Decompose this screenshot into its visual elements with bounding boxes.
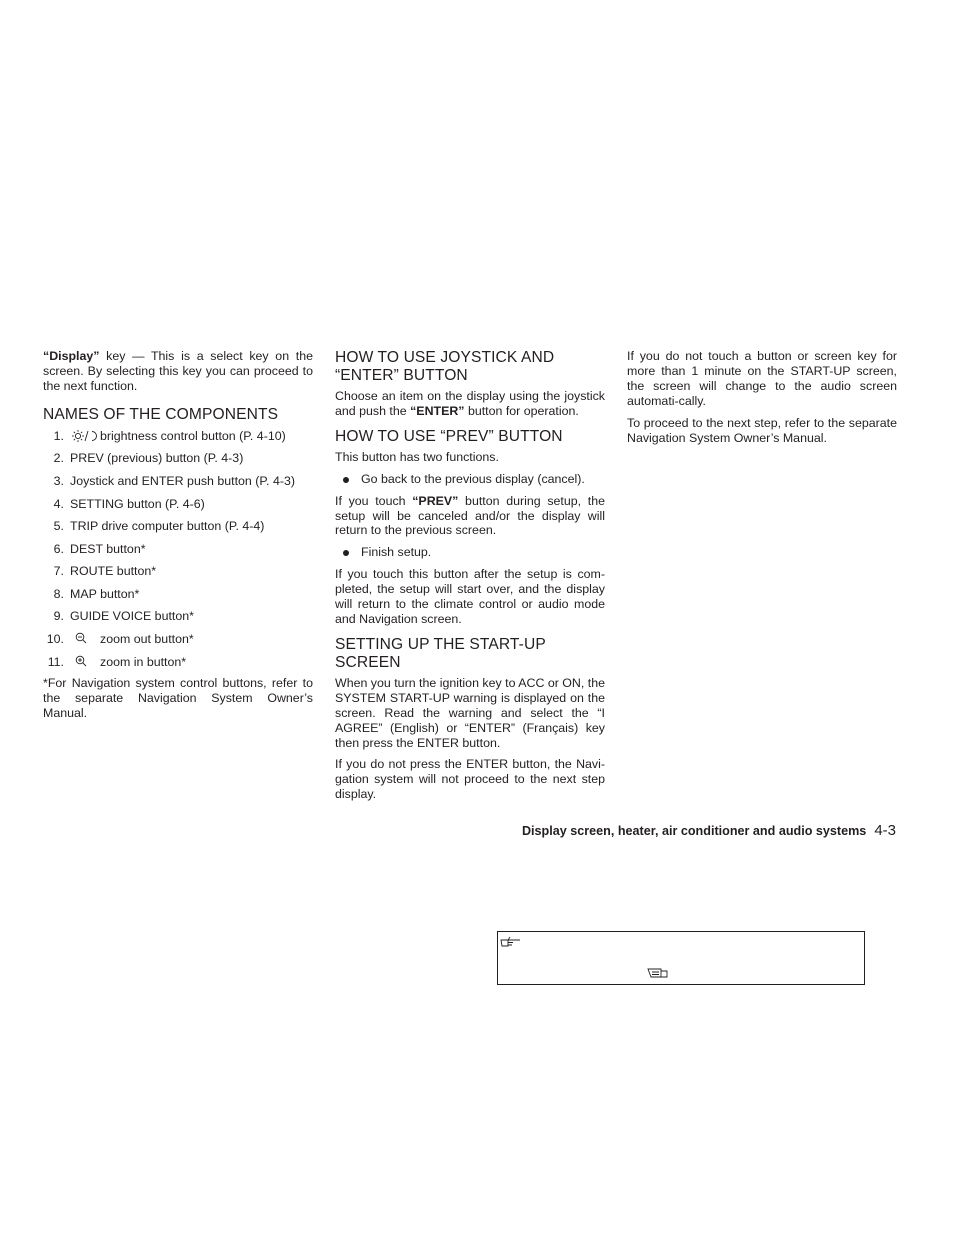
list-item: 7. ROUTE button* xyxy=(53,564,157,579)
page-number: 4-3 xyxy=(874,822,896,839)
section-title: Display screen, heater, air conditioner and audio systems xyxy=(521,824,867,838)
display-key-term: “Display” xyxy=(43,349,100,363)
list-item: 11. zoom in button* xyxy=(47,654,187,669)
joystick-paragraph: Choose an item on the display using the joystick and push the “ENTER” button for operation. xyxy=(335,389,605,418)
startup-heading: SETTING UP THE START-UP SCREEN xyxy=(335,635,546,671)
display-key-description: key — This is a select key on the screen. By selecting this key you can proceed to the next function. xyxy=(43,349,313,393)
list-item: 3. Joystick and ENTER push button (P. 4-3) xyxy=(53,473,295,488)
brightness-day-night-icon xyxy=(70,429,100,443)
list-item: 9. GUIDE VOICE button* xyxy=(53,609,194,624)
timeout-paragraph: If you do not touch a button or screen key for more than 1 minute on the START-UP screen, the screen will change to the audio screen automati-cally. xyxy=(627,349,897,408)
footnote: *For Navigation system control buttons, refer to the separate Navigation System Owner’s Manual. xyxy=(43,676,313,721)
page-footer xyxy=(0,822,896,839)
list-item: 6. DEST button* xyxy=(53,541,146,556)
startup-paragraph-1: When you turn the ignition key to ACC or ON, the SYSTEM START-UP warning is displayed on the screen. Read the warning and select the “I AGREE” (English) or “ENTER” (Français) key then press the ENTER button. xyxy=(335,675,605,750)
list-item-label: brightness control button (P. 4-10) xyxy=(100,428,286,443)
column-right xyxy=(627,349,897,452)
list-item: 10. zoom out button* xyxy=(46,632,194,647)
list-item: 1. brightness control button (P. 4-10) xyxy=(53,428,286,443)
reference-box xyxy=(497,931,865,985)
prev-paragraph-1: If you touch “PREV” button during setup, the setup will be canceled and/or the display will return to the previous screen. xyxy=(335,493,605,538)
joystick-heading: HOW TO USE JOYSTICK AND “ENTER” BUTTON xyxy=(335,349,555,384)
list-item: 2. PREV (previous) button (P. 4-3) xyxy=(53,451,244,466)
display-key-paragraph xyxy=(43,349,313,394)
list-item-label: zoom in button* xyxy=(100,654,187,669)
components-list xyxy=(43,429,313,678)
list-item: 5. TRIP drive computer button (P. 4-4) xyxy=(53,519,265,534)
bullet-dot xyxy=(343,550,349,556)
column-left xyxy=(43,349,313,728)
pointing-hand-icon xyxy=(647,966,669,984)
components-heading: NAMES OF THE COMPONENTS xyxy=(43,405,279,423)
zoom-in-icon xyxy=(70,655,100,669)
next-step-paragraph: To proceed to the next step, refer to the separate Navigation System Owner’s Manual. xyxy=(627,415,897,445)
list-item: 8. MAP button* xyxy=(53,586,140,601)
bullet-item: Go back to the previous display (cancel). xyxy=(335,472,605,487)
bullet-item: Finish setup. xyxy=(335,545,605,560)
prev-heading: HOW TO USE “PREV” BUTTON xyxy=(335,427,563,445)
startup-paragraph-2: If you do not press the ENTER button, the Navi-gation system will not proceed to the next step display. xyxy=(335,757,605,802)
zoom-out-icon xyxy=(70,632,100,646)
list-item: 4. SETTING button (P. 4-6) xyxy=(53,496,205,511)
prev-intro: This button has two functions. xyxy=(335,449,499,464)
bullet-dot xyxy=(343,477,349,483)
pointing-hand-icon xyxy=(500,934,522,952)
prev-paragraph-2: If you touch this button after the setup is com-pleted, the setup will start over, and the display will return to the climate control or audio mode and Navigation screen. xyxy=(335,567,605,626)
column-middle xyxy=(335,349,605,809)
list-item-label: zoom out button* xyxy=(100,632,194,647)
